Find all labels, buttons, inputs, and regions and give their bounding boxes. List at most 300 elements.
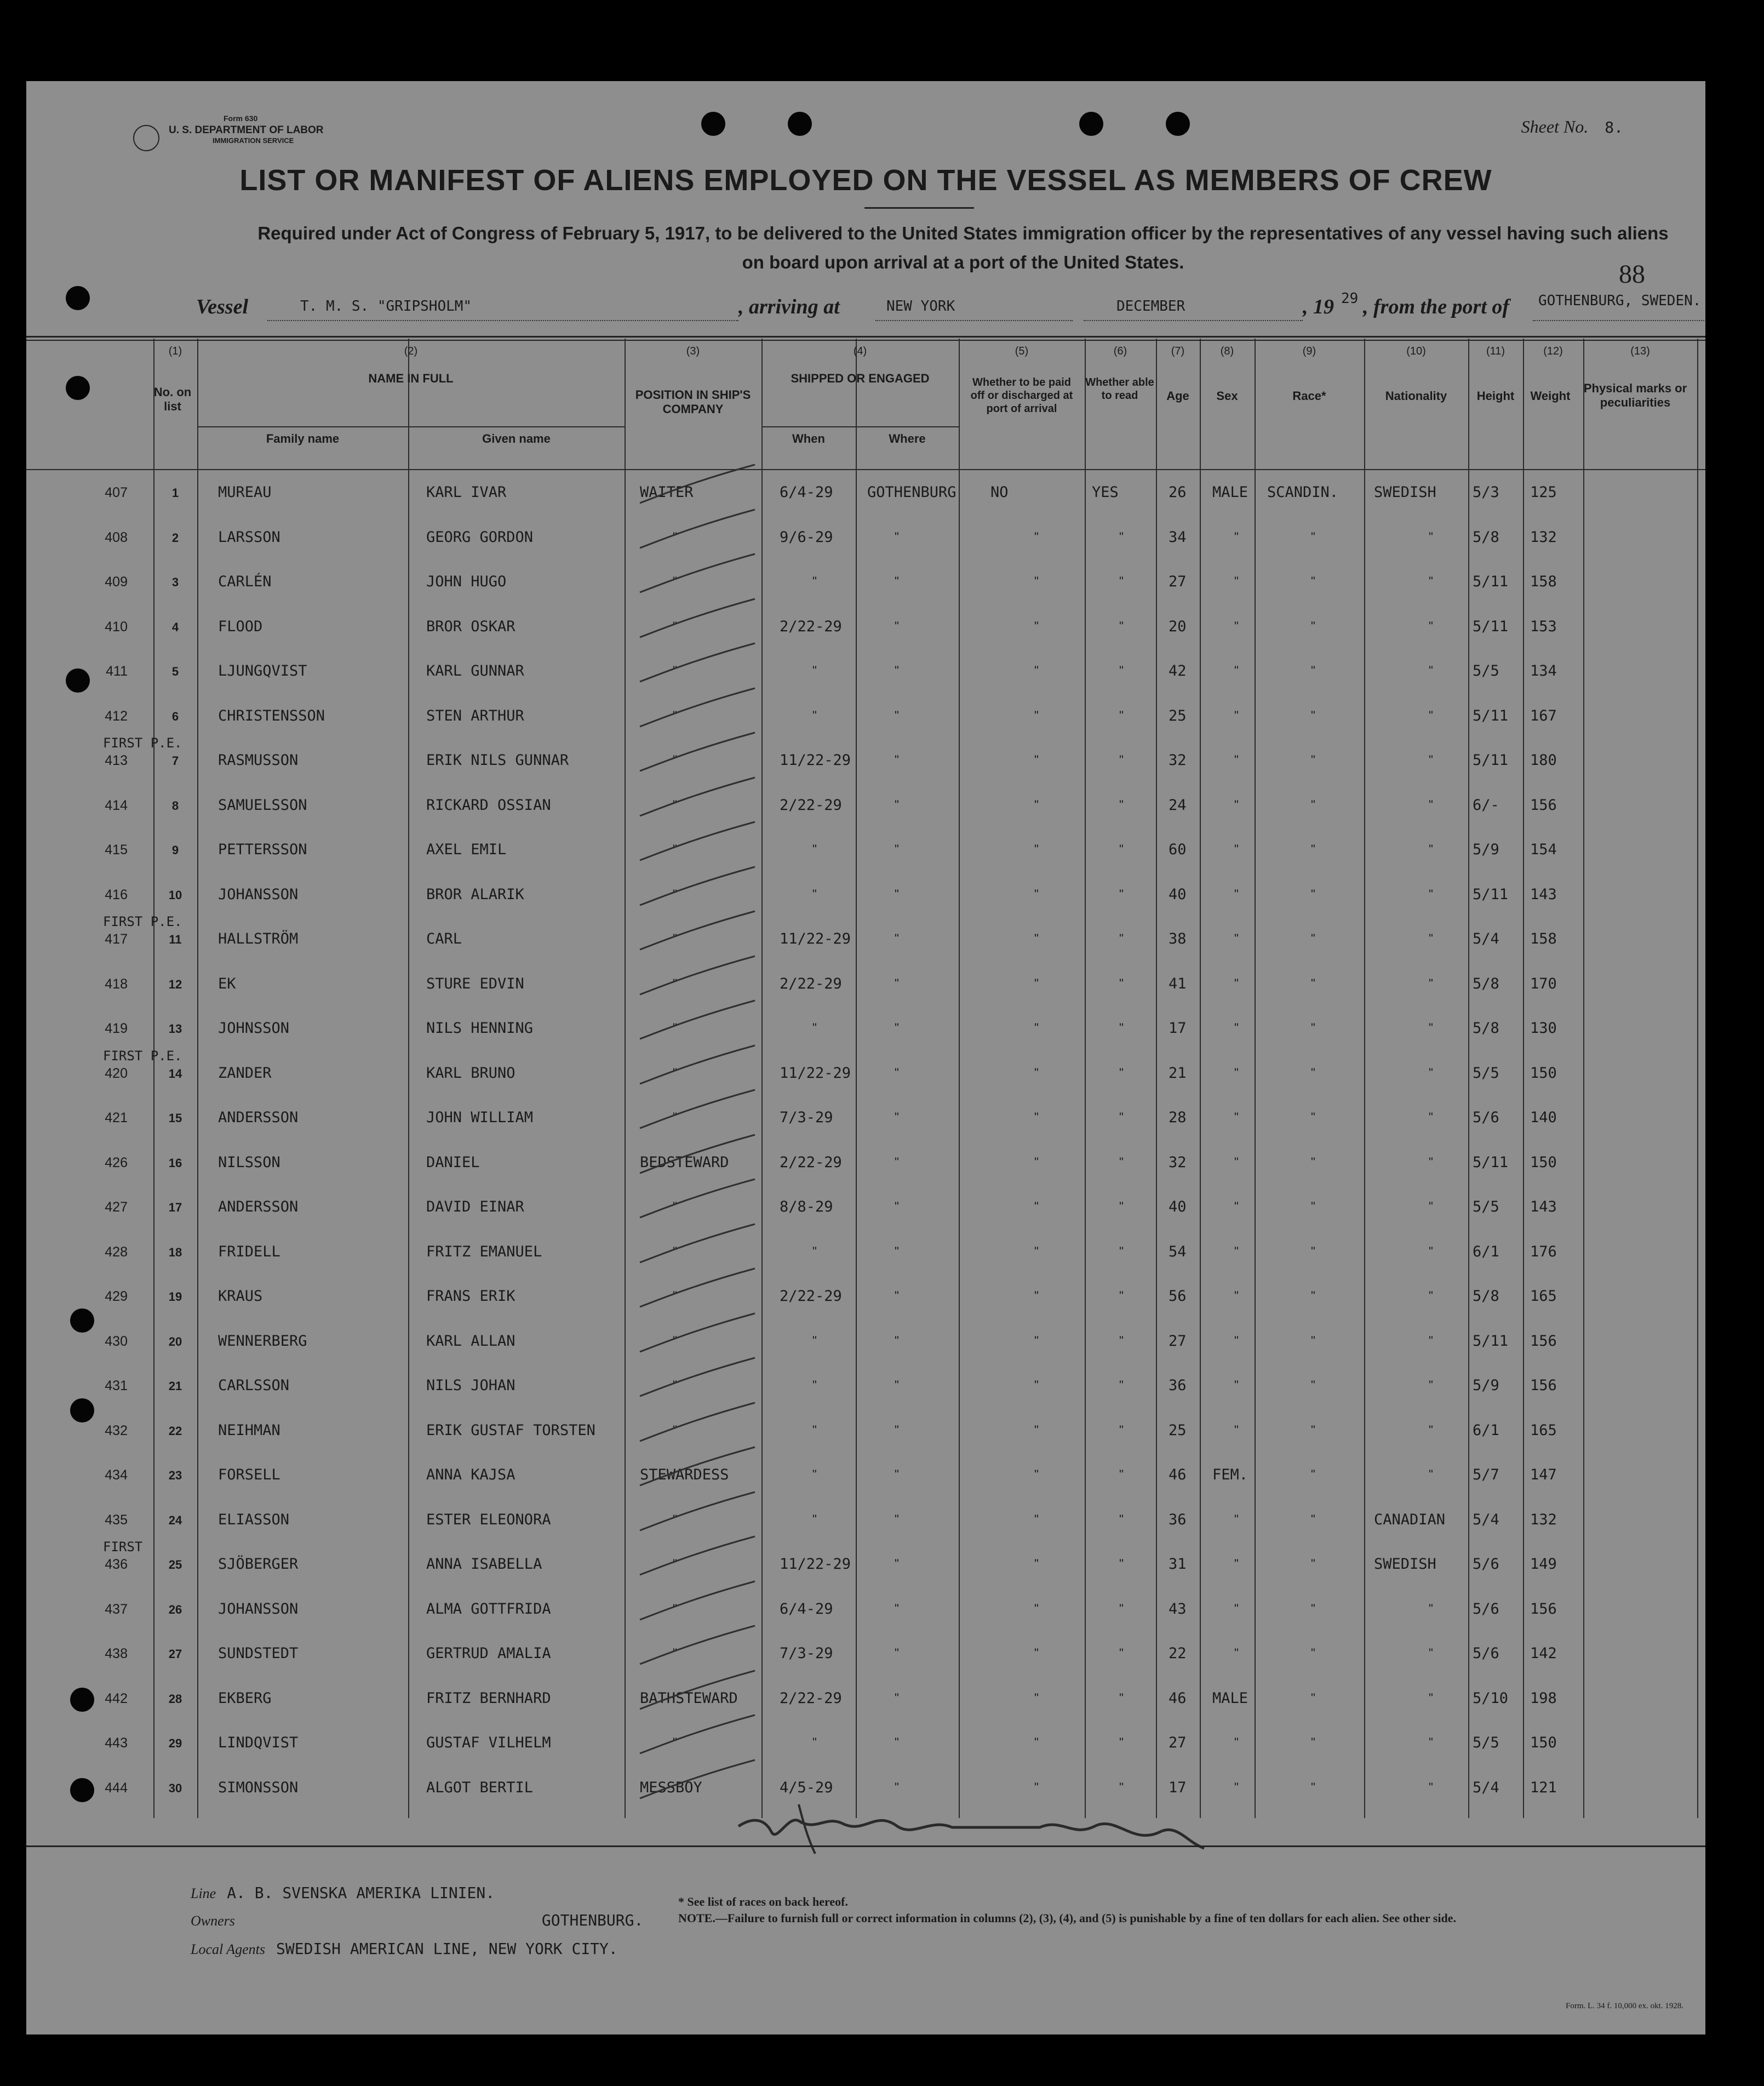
- punch-hole: [66, 376, 90, 400]
- ditto-mark: ": [1034, 1422, 1039, 1437]
- ditto-mark: ": [1034, 619, 1039, 633]
- cell-age: 26: [1169, 484, 1187, 501]
- column-rule: [959, 339, 960, 1818]
- ditto-mark: ": [812, 1735, 817, 1749]
- sequence-number: 25: [168, 1558, 182, 1571]
- ditto-mark: ": [1429, 976, 1433, 990]
- ditto-mark: ": [1429, 1422, 1433, 1437]
- cell-weight: 153: [1530, 618, 1557, 635]
- cell-given: KARL IVAR: [426, 484, 507, 501]
- cell-height: 6/-: [1473, 796, 1499, 814]
- ditto-mark: ": [1311, 976, 1315, 990]
- check-mark-icon: [629, 507, 771, 556]
- cell-when: 6/4-29: [780, 1600, 833, 1618]
- year-prefix: , 19: [1303, 295, 1334, 318]
- stamp-number: 421: [105, 1110, 128, 1125]
- ditto-mark: ": [1311, 797, 1315, 811]
- ditto-mark: ": [1234, 1065, 1239, 1079]
- check-mark-icon: [629, 1579, 771, 1628]
- ditto-mark: ": [812, 1467, 817, 1481]
- ditto-mark: ": [1429, 1735, 1433, 1749]
- ditto-mark: ": [1034, 887, 1039, 901]
- column-rule: [1583, 339, 1584, 1818]
- ditto-mark: ": [1119, 1646, 1124, 1660]
- ditto-mark: ": [1311, 619, 1315, 633]
- ditto-mark: ": [1311, 1244, 1315, 1258]
- punch-hole: [70, 1398, 94, 1422]
- ditto-mark: ": [1311, 1110, 1315, 1124]
- cell-given: ANNA ISABELLA: [426, 1556, 542, 1573]
- ditto-mark: ": [1119, 1422, 1124, 1437]
- ditto-mark: ": [1234, 619, 1239, 633]
- ditto-mark: ": [1234, 1735, 1239, 1749]
- ditto-mark: ": [1234, 1021, 1239, 1035]
- sequence-number: 13: [168, 1022, 182, 1036]
- cell-age: 40: [1169, 885, 1187, 903]
- punch-hole: [66, 286, 90, 310]
- sequence-number: 8: [171, 798, 179, 813]
- cell-when: 11/22-29: [780, 1064, 851, 1082]
- stamp-number: 420: [105, 1065, 128, 1081]
- cell-given: GERTRUD AMALIA: [426, 1645, 551, 1662]
- from-port-underline: [1533, 320, 1705, 321]
- ditto-mark: ": [1311, 753, 1315, 767]
- owners-field: [191, 1911, 643, 1929]
- check-mark-icon: [629, 596, 771, 645]
- cell-height: 6/1: [1473, 1243, 1499, 1260]
- ditto-mark: ": [1311, 574, 1315, 588]
- check-mark-icon: [629, 730, 771, 779]
- ditto-mark: ": [1119, 887, 1124, 901]
- ditto-mark: ": [1234, 1512, 1239, 1526]
- ditto-mark: ": [1311, 1780, 1315, 1794]
- ditto-mark: ": [1119, 529, 1124, 544]
- sequence-number: 2: [171, 530, 179, 545]
- ditto-mark: ": [895, 1422, 899, 1437]
- cell-given: FRITZ EMANUEL: [426, 1243, 542, 1260]
- ditto-mark: ": [673, 1110, 677, 1124]
- ditto-mark: ": [1119, 1021, 1124, 1035]
- column-rule: [197, 339, 198, 1818]
- ditto-mark: ": [812, 1512, 817, 1526]
- ditto-mark: ": [812, 1021, 817, 1035]
- cell-weight: 140: [1530, 1109, 1557, 1126]
- footnote-races: * See list of races on back hereof.: [678, 1895, 848, 1908]
- sequence-number: 17: [168, 1201, 182, 1214]
- ditto-mark: ": [1234, 1557, 1239, 1570]
- check-mark-icon: [629, 685, 771, 735]
- ditto-mark: ": [1119, 1065, 1124, 1079]
- ditto-mark: ": [1119, 1557, 1124, 1570]
- cell-when: 2/22-29: [780, 1288, 842, 1305]
- table-top-rule-2: [26, 340, 1705, 341]
- column-number: (13): [1630, 345, 1650, 357]
- cell-weight: 154: [1530, 841, 1557, 858]
- ditto-mark: ": [1034, 976, 1039, 990]
- cell-given: CARL: [426, 930, 462, 947]
- ditto-mark: ": [1234, 842, 1239, 856]
- cell-given: ESTER ELEONORA: [426, 1511, 551, 1528]
- subtitle-line-1: Required under Act of Congress of February 5, 1917, to be delivered to the United States immigration officer by the representatives of any vessel having such aliens: [257, 223, 1669, 243]
- column-rule: [1364, 339, 1365, 1818]
- stamp-number: 437: [105, 1601, 128, 1617]
- ditto-mark: ": [1034, 664, 1039, 677]
- stamp-number: 418: [105, 976, 128, 992]
- sequence-number: 5: [171, 665, 179, 678]
- cell-height: 5/8: [1473, 1288, 1499, 1305]
- ditto-mark: ": [1034, 1646, 1039, 1660]
- annotation-note: FIRST P.E.: [103, 735, 182, 751]
- cell-family: JOHANSSON: [218, 1600, 299, 1618]
- ditto-mark: ": [1234, 574, 1239, 588]
- ditto-mark: ": [1311, 1289, 1315, 1302]
- cell-nat: CANADIAN: [1374, 1511, 1446, 1528]
- departure-port: GOTHENBURG, SWEDEN.: [1538, 293, 1702, 309]
- cell-weight: 156: [1530, 796, 1557, 814]
- cell-family: RASMUSSON: [218, 752, 299, 769]
- cell-height: 5/6: [1473, 1556, 1499, 1573]
- vessel-underline: [267, 320, 738, 321]
- cell-when: 11/22-29: [780, 1556, 851, 1573]
- ditto-mark: ": [1429, 1646, 1433, 1660]
- ditto-mark: ": [1034, 1289, 1039, 1302]
- column-number: (12): [1543, 345, 1563, 357]
- sequence-number: 26: [168, 1602, 182, 1616]
- form-identity: [136, 114, 324, 146]
- title-divider: [864, 207, 974, 209]
- ditto-mark: ": [1034, 1780, 1039, 1794]
- ditto-mark: ": [1034, 1735, 1039, 1749]
- subheader-rule: [761, 426, 959, 427]
- ditto-mark: ": [673, 1244, 677, 1258]
- table-top-rule: [26, 336, 1705, 338]
- ditto-mark: ": [895, 708, 899, 722]
- column-rule: [408, 339, 409, 1818]
- ditto-mark: ": [1234, 1378, 1239, 1392]
- ditto-mark: ": [1311, 1690, 1315, 1705]
- vessel-name: T. M. S. "GRIPSHOLM": [300, 298, 472, 315]
- ditto-mark: ": [1034, 1065, 1039, 1079]
- cell-family: CARLSSON: [218, 1377, 290, 1394]
- stamp-number: 429: [105, 1289, 128, 1304]
- cell-read: YES: [1092, 484, 1119, 501]
- column-rule: [1697, 339, 1698, 1818]
- column-rule: [1468, 339, 1469, 1818]
- ditto-mark: ": [895, 797, 899, 811]
- vessel-label: Vessel: [196, 295, 248, 318]
- cell-weight: 156: [1530, 1600, 1557, 1618]
- ditto-mark: ": [1234, 1199, 1239, 1213]
- cell-height: 5/11: [1473, 885, 1509, 903]
- cell-family: ELIASSON: [218, 1511, 290, 1528]
- cell-age: 60: [1169, 841, 1187, 858]
- ditto-mark: ": [1311, 1422, 1315, 1437]
- ditto-mark: ": [895, 529, 899, 544]
- cell-family: LJUNGQVIST: [218, 662, 307, 679]
- header-physical-marks: Physical marks or peculiarities: [1583, 381, 1687, 410]
- sheet-number-label: Sheet No.: [1521, 117, 1589, 136]
- stamp-number: 432: [105, 1422, 128, 1438]
- cell-race: SCANDIN.: [1267, 484, 1339, 501]
- cell-age: 24: [1169, 796, 1187, 814]
- line-field: [191, 1884, 495, 1902]
- ditto-mark: ": [895, 1289, 899, 1302]
- ditto-mark: ": [812, 1244, 817, 1258]
- ditto-mark: ": [1034, 1378, 1039, 1392]
- ditto-mark: ": [1234, 1244, 1239, 1258]
- ditto-mark: ": [895, 1021, 899, 1035]
- cell-sex: MALE: [1212, 1689, 1248, 1707]
- ditto-mark: ": [1429, 1333, 1433, 1347]
- column-number: (5): [1015, 345, 1029, 357]
- check-mark-icon: [629, 1221, 771, 1271]
- cell-age: 27: [1169, 1332, 1187, 1350]
- ditto-mark: ": [1119, 1467, 1124, 1481]
- ditto-mark: ": [1429, 1289, 1433, 1302]
- sequence-number: 15: [168, 1111, 182, 1125]
- ditto-mark: ": [1034, 1199, 1039, 1213]
- check-mark-icon: [629, 1400, 771, 1449]
- header-age: Age: [1166, 389, 1189, 403]
- stamp-number: 411: [106, 664, 128, 679]
- ditto-mark: ": [1311, 1333, 1315, 1347]
- ditto-mark: ": [1034, 1110, 1039, 1124]
- cell-height: 5/11: [1473, 752, 1509, 769]
- ditto-mark: ": [673, 1512, 677, 1526]
- ditto-mark: ": [812, 842, 817, 856]
- stamp-number: 427: [105, 1199, 128, 1215]
- cell-height: 5/11: [1473, 1153, 1509, 1171]
- cell-height: 5/11: [1473, 1332, 1509, 1350]
- cell-height: 5/4: [1473, 1779, 1499, 1796]
- ditto-mark: ": [1034, 753, 1039, 767]
- table-bottom-rule: [26, 1845, 1705, 1847]
- column-number: (9): [1302, 345, 1316, 357]
- ditto-mark: ": [1311, 529, 1315, 544]
- cell-weight: 156: [1530, 1377, 1557, 1394]
- ditto-mark: ": [1034, 797, 1039, 811]
- sheet-number: [1521, 117, 1623, 137]
- ditto-mark: ": [895, 976, 899, 990]
- ditto-mark: ": [1119, 1199, 1124, 1213]
- header-race: Race*: [1292, 389, 1326, 403]
- ditto-mark: ": [1234, 797, 1239, 811]
- cell-family: JOHNSSON: [218, 1020, 290, 1037]
- cell-weight: 158: [1530, 573, 1557, 590]
- header-bottom-rule: [26, 469, 1705, 470]
- cell-age: 25: [1169, 707, 1187, 724]
- cell-weight: 150: [1530, 1153, 1557, 1171]
- ditto-mark: ": [895, 1155, 899, 1169]
- agents-label: Local Agents: [191, 1941, 266, 1957]
- cell-given: BROR ALARIK: [426, 885, 524, 903]
- header-paid-off: Whether to be paid off or discharged at port of arrival: [970, 376, 1073, 415]
- stamp-number: 426: [105, 1155, 128, 1170]
- ditto-mark: ": [1119, 619, 1124, 633]
- ditto-mark: ": [1119, 1289, 1124, 1302]
- check-mark-icon: [629, 953, 771, 1003]
- ditto-mark: ": [895, 1378, 899, 1392]
- ditto-mark: ": [1119, 1110, 1124, 1124]
- header-nationality: Nationality: [1385, 389, 1447, 403]
- check-mark-icon: [629, 551, 771, 601]
- ditto-mark: ": [1234, 1289, 1239, 1302]
- cell-family: LINDQVIST: [218, 1734, 299, 1751]
- ditto-mark: ": [1429, 1244, 1433, 1258]
- cell-when: 2/22-29: [780, 618, 842, 635]
- cell-family: NILSSON: [218, 1153, 280, 1171]
- cell-family: FRIDELL: [218, 1243, 280, 1260]
- ditto-mark: ": [673, 931, 677, 945]
- ditto-mark: ": [1119, 1333, 1124, 1347]
- check-mark-icon: [629, 1266, 771, 1315]
- ditto-mark: ": [1234, 1422, 1239, 1437]
- cell-when: 7/3-29: [780, 1645, 833, 1662]
- cell-age: 27: [1169, 1734, 1187, 1751]
- cell-given: NILS JOHAN: [426, 1377, 516, 1394]
- sequence-number: 19: [168, 1290, 182, 1304]
- ditto-mark: ": [1119, 1378, 1124, 1392]
- ditto-mark: ": [1311, 1378, 1315, 1392]
- sequence-number: 24: [168, 1513, 182, 1527]
- cell-weight: 125: [1530, 484, 1557, 501]
- cell-sex: FEM.: [1212, 1466, 1248, 1483]
- header-weight: Weight: [1530, 389, 1571, 403]
- ditto-mark: ": [1119, 931, 1124, 945]
- ditto-mark: ": [1034, 931, 1039, 945]
- cell-sex: MALE: [1212, 484, 1248, 501]
- cell-height: 5/5: [1473, 1198, 1499, 1215]
- ditto-mark: ": [1311, 1646, 1315, 1660]
- ditto-mark: ": [673, 1735, 677, 1749]
- ditto-mark: ": [1119, 1512, 1124, 1526]
- cell-age: 43: [1169, 1600, 1187, 1618]
- ditto-mark: ": [1311, 664, 1315, 677]
- cell-position: MESSBOY: [640, 1779, 702, 1796]
- cell-given: ERIK NILS GUNNAR: [426, 752, 569, 769]
- ditto-mark: ": [1429, 931, 1433, 945]
- cell-family: SJÖBERGER: [218, 1556, 299, 1573]
- cell-weight: 143: [1530, 1198, 1557, 1215]
- column-number: (11): [1486, 345, 1505, 357]
- cell-age: 22: [1169, 1645, 1187, 1662]
- ditto-mark: ": [1234, 1646, 1239, 1660]
- ditto-mark: ": [673, 708, 677, 722]
- cell-weight: 147: [1530, 1466, 1557, 1483]
- check-mark-icon: [629, 1311, 771, 1360]
- department-name: U. S. DEPARTMENT OF LABOR: [169, 124, 324, 136]
- sequence-number: 3: [171, 575, 179, 589]
- cell-family: KRAUS: [218, 1288, 263, 1305]
- sequence-number: 6: [171, 709, 179, 723]
- cell-age: 21: [1169, 1064, 1187, 1082]
- check-mark-icon: [629, 819, 771, 868]
- cell-weight: 150: [1530, 1734, 1557, 1751]
- header-where: Where: [889, 432, 926, 445]
- cell-family: NEIHMAN: [218, 1421, 280, 1439]
- stamp-number: 436: [105, 1557, 128, 1572]
- ditto-mark: ": [1429, 1065, 1433, 1079]
- ditto-mark: ": [895, 1110, 899, 1124]
- ditto-mark: ": [1119, 708, 1124, 722]
- cell-age: 54: [1169, 1243, 1187, 1260]
- arriving-label: , arriving at: [738, 295, 840, 318]
- stamp-number: 428: [105, 1244, 128, 1260]
- ditto-mark: ": [895, 753, 899, 767]
- document-title: LIST OR MANIFEST OF ALIENS EMPLOYED ON THE VESSEL AS MEMBERS OF CREW: [239, 164, 1492, 197]
- ditto-mark: ": [1429, 574, 1433, 588]
- cell-given: FRITZ BERNHARD: [426, 1689, 551, 1707]
- header-able-to-read: Whether able to read: [1085, 376, 1154, 402]
- cell-height: 5/8: [1473, 975, 1499, 992]
- cell-when: 4/5-29: [780, 1779, 833, 1796]
- header-no-on-list: No. on list: [153, 385, 192, 414]
- ditto-mark: ": [1234, 1155, 1239, 1169]
- sequence-number: 7: [171, 754, 179, 768]
- ditto-mark: ": [895, 1244, 899, 1258]
- cell-age: 40: [1169, 1198, 1187, 1215]
- cell-given: DANIEL: [426, 1153, 480, 1171]
- cell-when: 2/22-29: [780, 796, 842, 814]
- line-label: Line: [191, 1885, 216, 1901]
- cell-height: 5/11: [1473, 573, 1509, 590]
- ditto-mark: ": [812, 574, 817, 588]
- sequence-number: 9: [171, 843, 179, 857]
- column-rule: [625, 339, 626, 1818]
- ditto-mark: ": [673, 529, 677, 544]
- ditto-mark: ": [1119, 574, 1124, 588]
- column-number: (3): [686, 345, 700, 357]
- ditto-mark: ": [895, 1646, 899, 1660]
- cell-age: 46: [1169, 1466, 1187, 1483]
- ditto-mark: ": [673, 753, 677, 767]
- ditto-mark: ": [673, 1601, 677, 1615]
- cell-given: GEORG GORDON: [426, 528, 534, 546]
- cell-given: FRANS ERIK: [426, 1288, 516, 1305]
- arrival-year: 29: [1341, 290, 1359, 307]
- ditto-mark: ": [673, 1378, 677, 1392]
- ditto-mark: ": [673, 664, 677, 677]
- cell-family: SIMONSSON: [218, 1779, 299, 1796]
- cell-family: PETTERSSON: [218, 841, 307, 858]
- stamp-number: 430: [105, 1333, 128, 1349]
- vessel-line: [196, 290, 1705, 328]
- stamp-number: 409: [105, 574, 128, 590]
- cell-age: 38: [1169, 930, 1187, 947]
- cell-family: LARSSON: [218, 528, 280, 546]
- ditto-mark: ": [895, 574, 899, 588]
- check-mark-icon: [629, 1668, 771, 1717]
- ditto-mark: ": [1429, 1110, 1433, 1124]
- ditto-mark: ": [895, 1601, 899, 1615]
- cell-height: 5/6: [1473, 1109, 1499, 1126]
- cell-weight: 150: [1530, 1064, 1557, 1082]
- check-mark-icon: [629, 1176, 771, 1226]
- cell-weight: 165: [1530, 1288, 1557, 1305]
- ditto-mark: ": [1311, 1467, 1315, 1481]
- punch-hole: [1079, 112, 1103, 136]
- cell-when: 2/22-29: [780, 1689, 842, 1707]
- agents-value: SWEDISH AMERICAN LINE, NEW YORK CITY.: [276, 1940, 618, 1958]
- ditto-mark: ": [1429, 708, 1433, 722]
- cell-family: EKBERG: [218, 1689, 272, 1707]
- check-mark-icon: [629, 1043, 771, 1092]
- cell-weight: 130: [1530, 1020, 1557, 1037]
- column-number: (8): [1220, 345, 1234, 357]
- cell-family: CHRISTENSSON: [218, 707, 325, 724]
- cell-when: 2/22-29: [780, 1153, 842, 1171]
- ditto-mark: ": [673, 619, 677, 633]
